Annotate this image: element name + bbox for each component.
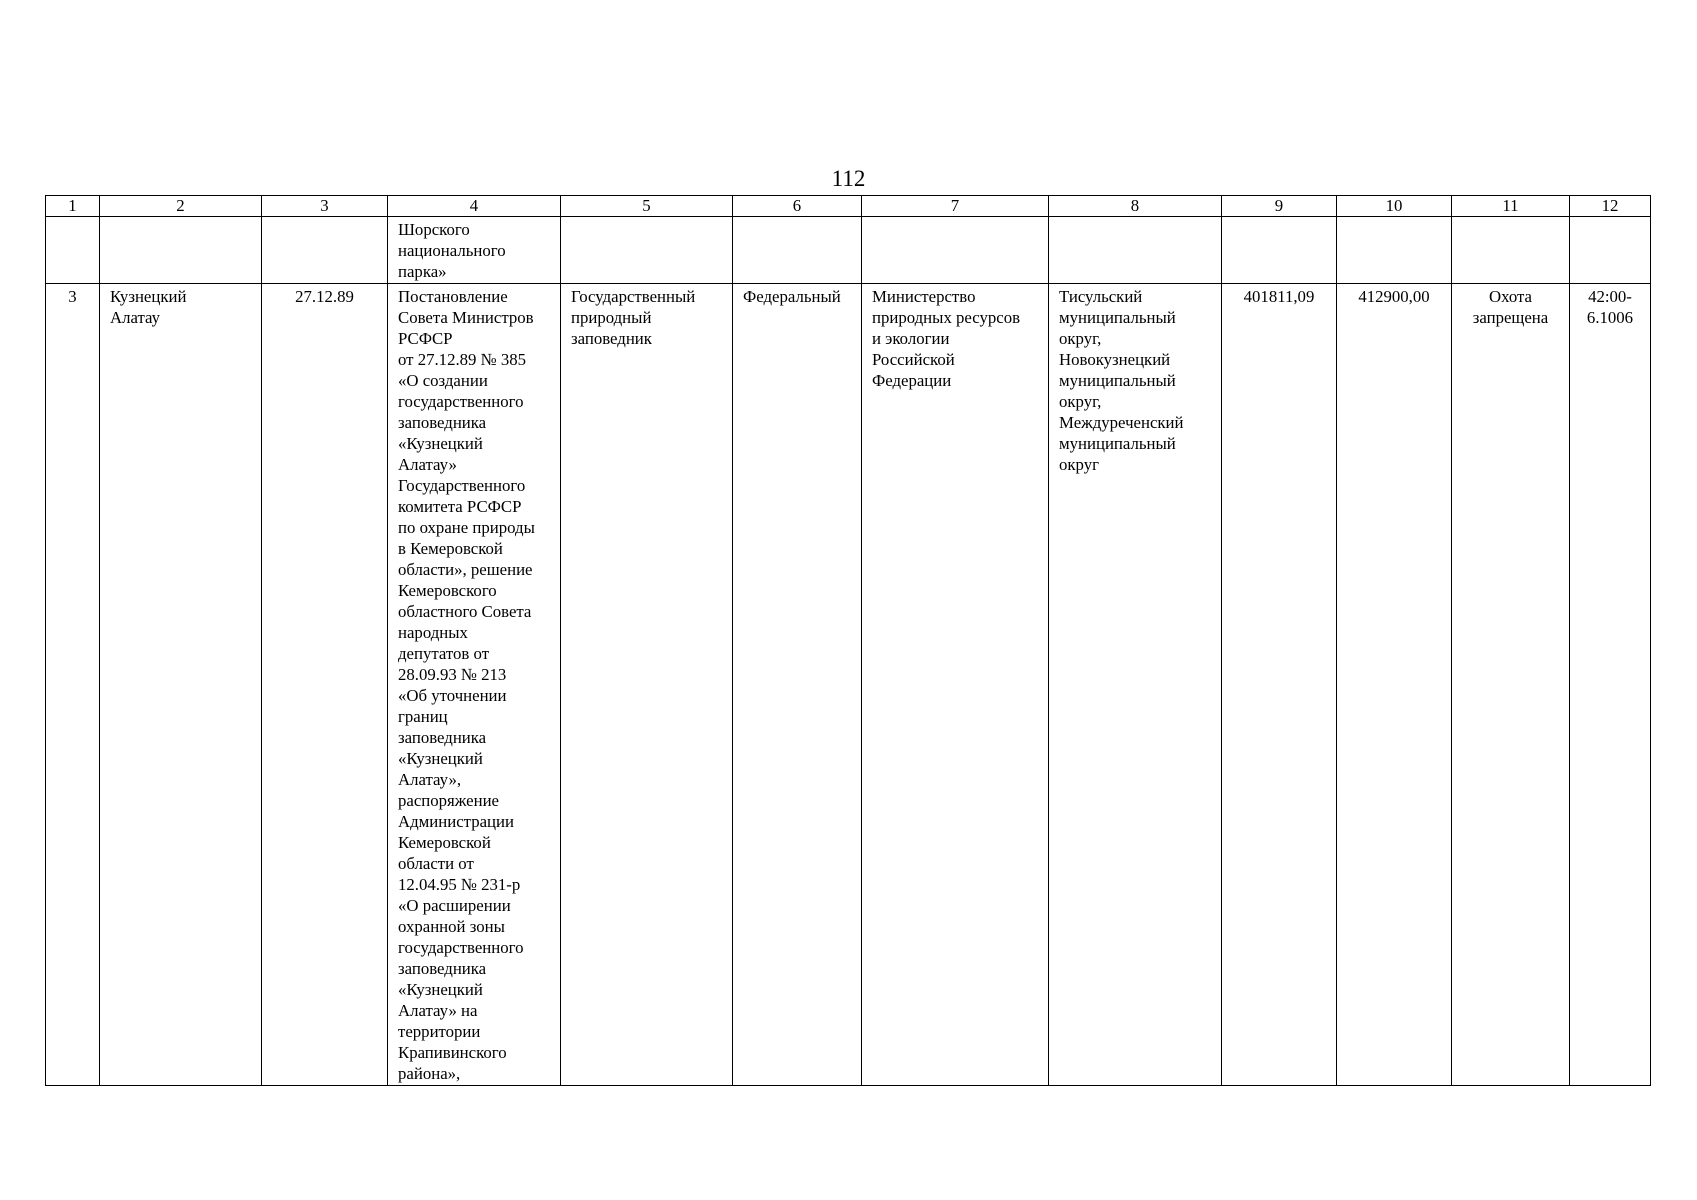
table-cell [262,217,388,284]
text-line: распоряжение [398,791,499,810]
category-cell [561,284,733,1086]
text-line: «Об уточнении [398,686,507,705]
column-number: 6 [733,196,862,217]
significance-cell: Федеральный [733,284,862,1086]
table-cell [1570,217,1651,284]
text-line: от 27.12.89 № 385 [398,350,527,369]
text-line: Министерство [872,287,976,306]
text-line: округ [1059,455,1099,474]
text-line: Российской [872,350,955,369]
table-cell [1337,217,1452,284]
text-line: Совета Министров [398,308,534,327]
text-line: народных [398,623,468,642]
area-value-cell: 401811,09 [1222,284,1337,1086]
text-line: заповедника [398,728,487,747]
text-line: «Кузнецкий [398,980,483,999]
text-line: заповедник [571,329,652,348]
text-line: муниципальный [1059,371,1176,390]
table-cell [46,217,100,284]
text-line: Федерации [872,371,952,390]
text-line: района», [398,1064,461,1083]
column-number: 12 [1570,196,1651,217]
text-line: запрещена [1472,308,1549,327]
text-line: Крапивинского [398,1043,507,1062]
text-line: Постановление [398,287,508,306]
text-line: заповедника [398,413,487,432]
text-line: округ, [1059,329,1102,348]
location-cell [1049,284,1222,1086]
legal-basis-cell [388,284,561,1086]
table-cell [1452,217,1570,284]
column-number: 9 [1222,196,1337,217]
table-row [46,284,1651,1086]
page-number: 112 [831,166,866,191]
text-line: РСФСР [398,329,453,348]
text-line: национального [398,241,506,260]
text-line: Государственного [398,476,526,495]
date-cell: 27.12.89 [262,284,388,1086]
text-line: 6.1006 [1586,308,1634,327]
text-line: природных ресурсов [872,308,1021,327]
text-line: муниципальный [1059,434,1176,453]
area-name-cell [100,284,262,1086]
column-number: 8 [1049,196,1222,217]
column-number: 11 [1452,196,1570,217]
text-line: природный [571,308,652,327]
text-line: Шорского [398,220,470,239]
column-number: 10 [1337,196,1452,217]
text-line: 28.09.93 № 213 [398,665,507,684]
text-line: охранной зоны [398,917,505,936]
text-line: Кемеровского [398,581,497,600]
text-line: Администрации [398,812,514,831]
cadastral-number-cell [1570,284,1651,1086]
text-line: области от [398,854,474,873]
text-line: государственного [398,938,524,957]
regime-cell [1452,284,1570,1086]
text-line: по охране природы [398,518,535,537]
text-line: и экологии [872,329,950,348]
text-line: в Кемеровской [398,539,503,558]
text-line: округ, [1059,392,1102,411]
continuation-row [46,217,1651,284]
text-line: «Кузнецкий [398,749,483,768]
table-cell [1049,217,1222,284]
table-cell [862,217,1049,284]
text-line: территории [398,1022,481,1041]
text-line: Междуреченский [1059,413,1184,432]
text-line: Алатау» на [398,1001,478,1020]
text-line: депутатов от [398,644,490,663]
legal-basis-continuation-cell [388,217,561,284]
text-line: «О создании [398,371,488,390]
text-line: Тисульский [1059,287,1143,306]
text-line: областного Совета [398,602,532,621]
text-line: Кемеровской [398,833,491,852]
text-line: «О расширении [398,896,511,915]
text-line: Алатау [110,308,161,327]
table-cell [733,217,862,284]
table-cell [100,217,262,284]
text-line: границ [398,707,448,726]
column-number: 1 [46,196,100,217]
column-number: 4 [388,196,561,217]
protected-areas-table [45,195,1651,1086]
table-cell [1222,217,1337,284]
text-line: 42:00- [1588,287,1632,306]
text-line: «Кузнецкий [398,434,483,453]
authority-cell [862,284,1049,1086]
text-line: комитета РСФСР [398,497,522,516]
text-line: государственного [398,392,524,411]
column-number: 7 [862,196,1049,217]
column-number-row [46,196,1651,217]
text-line: муниципальный [1059,308,1176,327]
text-line: заповедника [398,959,487,978]
text-line: Кузнецкий [110,287,187,306]
row-number-cell: 3 [46,284,100,1086]
text-line: Новокузнецкий [1059,350,1171,369]
column-number: 3 [262,196,388,217]
column-number: 5 [561,196,733,217]
column-number: 2 [100,196,262,217]
text-line: области», решение [398,560,533,579]
text-line: Алатау», [398,770,462,789]
text-line: Государственный [571,287,696,306]
text-line: Охота [1488,287,1533,306]
text-line: парка» [398,262,447,281]
text-line: 12.04.95 № 231-р [398,875,521,894]
table-cell [561,217,733,284]
area-value-cell: 412900,00 [1337,284,1452,1086]
text-line: Алатау» [398,455,457,474]
